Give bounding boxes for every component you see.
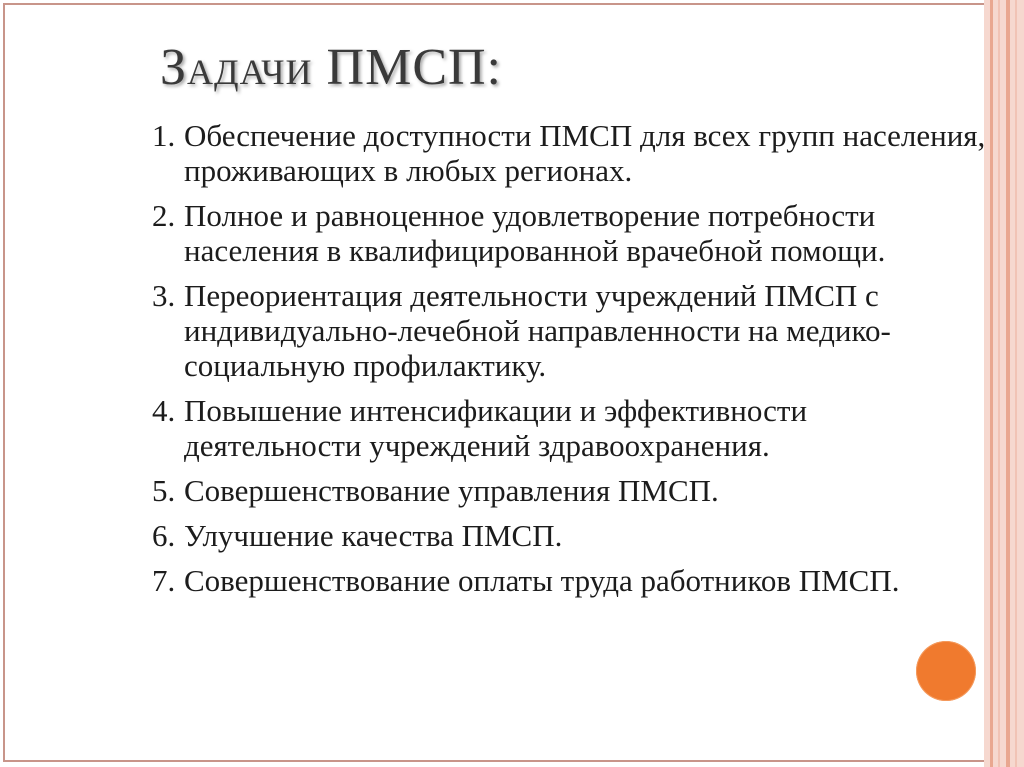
item-text: Совершенствование оплаты труда работников ПМСП. bbox=[184, 563, 900, 598]
band-stripe bbox=[990, 0, 993, 767]
band-stripe bbox=[1015, 0, 1017, 767]
list-item-1 bbox=[152, 118, 987, 188]
right-decorative-band bbox=[984, 0, 1024, 767]
list-item-2 bbox=[152, 198, 987, 268]
item-text: Обеспечение доступности ПМСП для всех групп населения, проживающих в любых регионах. bbox=[184, 118, 986, 188]
list-item-4 bbox=[152, 393, 987, 463]
task-list bbox=[152, 118, 987, 608]
slide-title: Задачи ПМСП: bbox=[160, 39, 503, 96]
list-item-5 bbox=[152, 473, 987, 508]
list-item-6 bbox=[152, 518, 987, 553]
item-text: Повышение интенсификации и эффективности деятельности учреждений здравоохранения. bbox=[184, 393, 808, 463]
item-number: 6. bbox=[152, 518, 176, 553]
item-number: 7. bbox=[152, 563, 176, 598]
band-stripe bbox=[1006, 0, 1010, 767]
item-number: 1. bbox=[152, 118, 176, 153]
list-item-3 bbox=[152, 278, 987, 383]
list-item-7 bbox=[152, 563, 987, 598]
item-text: Переориентация деятельности учреждений ПМСП с индивидуально-лечебной направленности на медико-социальную профилактику. bbox=[184, 278, 891, 383]
item-text: Улучшение качества ПМСП. bbox=[184, 518, 563, 553]
item-text: Полное и равноценное удовлетворение потребности населения в квалифицированной врачебной помощи. bbox=[184, 198, 886, 268]
item-number: 2. bbox=[152, 198, 176, 233]
item-number: 3. bbox=[152, 278, 176, 313]
item-number: 5. bbox=[152, 473, 176, 508]
orange-circle-icon bbox=[916, 641, 976, 701]
band-stripe bbox=[998, 0, 1000, 767]
item-text: Совершенствование управления ПМСП. bbox=[184, 473, 719, 508]
item-number: 4. bbox=[152, 393, 176, 428]
